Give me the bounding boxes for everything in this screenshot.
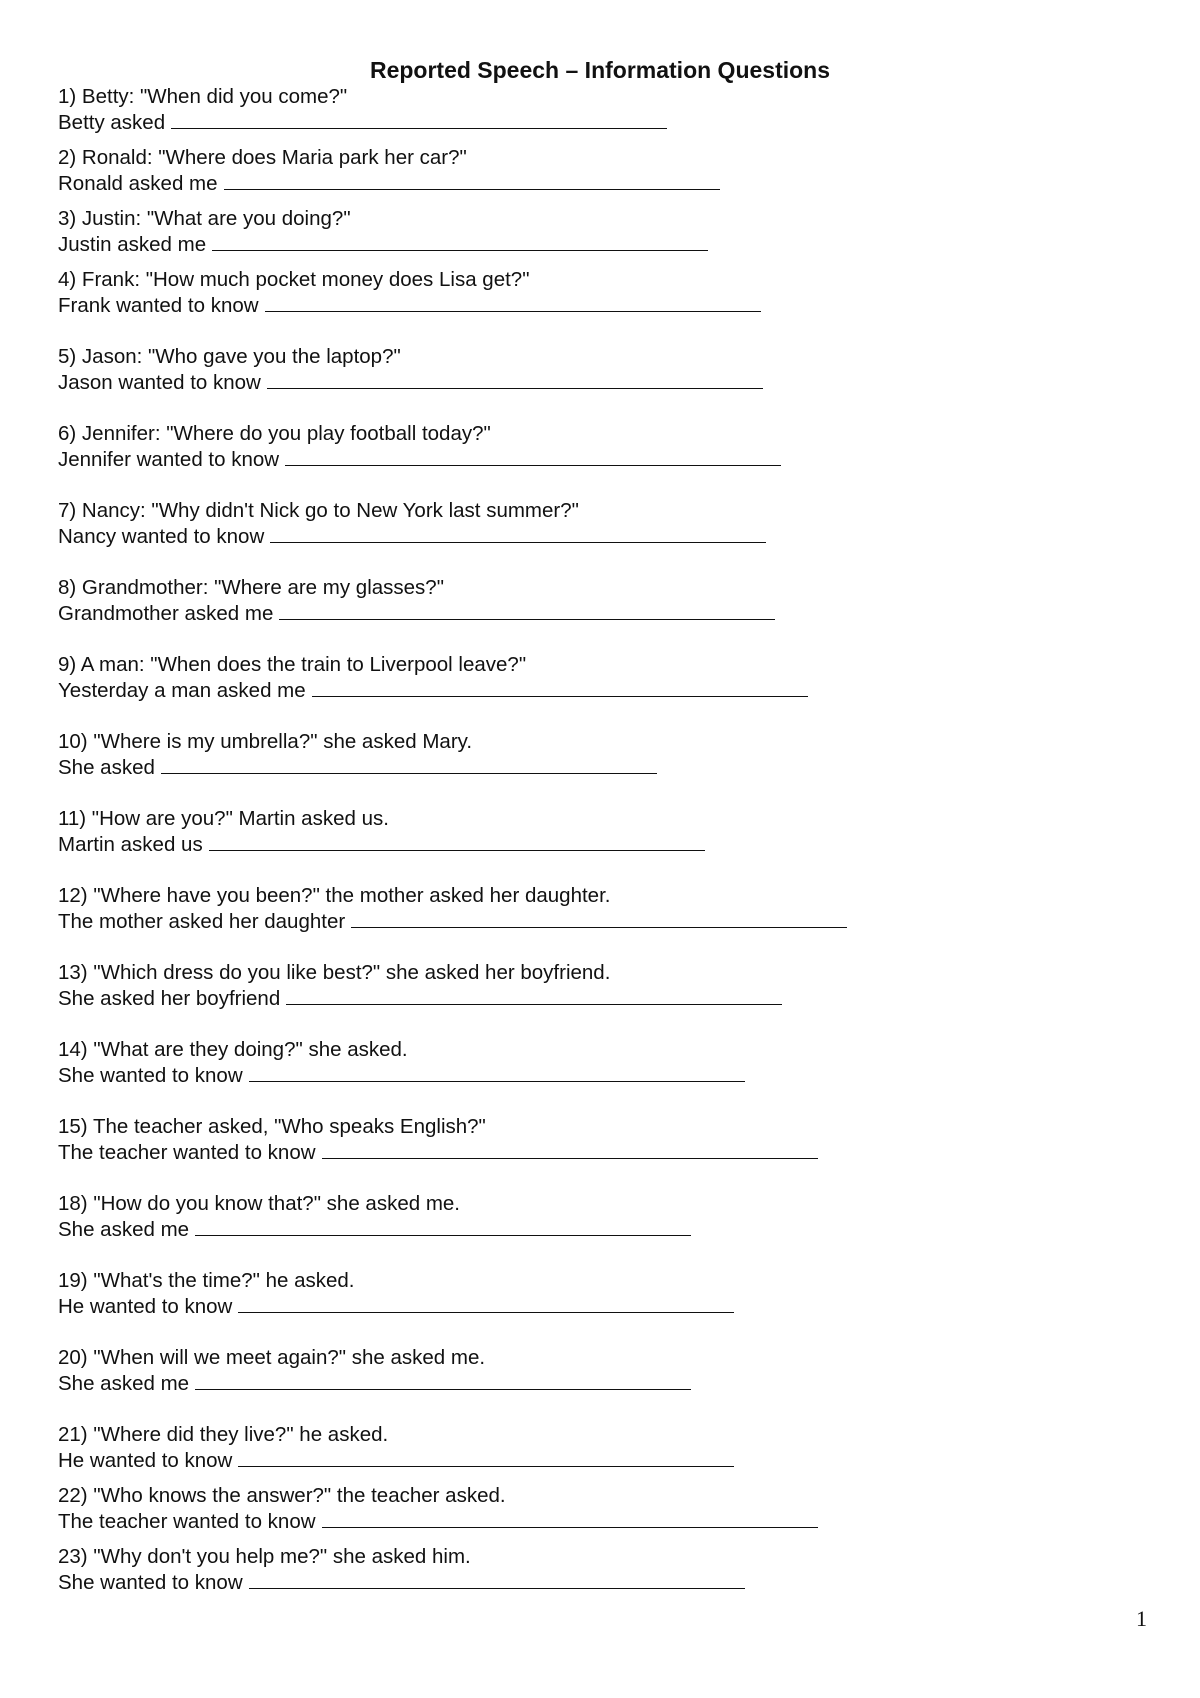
answer-line: [58, 1570, 745, 1596]
answer-prompt: She asked: [58, 756, 155, 779]
exercise-item: [58, 421, 781, 473]
answer-line: [58, 1217, 691, 1243]
answer-blank[interactable]: [195, 1371, 691, 1390]
answer-prompt: The mother asked her daughter: [58, 910, 346, 933]
answer-blank[interactable]: [322, 1140, 818, 1159]
answer-prompt: Justin asked me: [58, 233, 207, 256]
answer-prompt: She asked me: [58, 1372, 190, 1395]
exercise-item: [58, 652, 808, 704]
answer-line: [58, 1371, 691, 1397]
question-text: 1) Betty: "When did you come?": [58, 85, 348, 108]
answer-prompt: Betty asked: [58, 111, 166, 134]
question-text: 13) "Which dress do you like best?" she asked her boyfriend.: [58, 961, 611, 984]
answer-prompt: Jason wanted to know: [58, 371, 261, 394]
exercise-item: [58, 1037, 745, 1089]
answer-prompt: She asked me: [58, 1218, 190, 1241]
answer-line: [58, 755, 657, 781]
page-number: 1: [1136, 1606, 1147, 1631]
answer-prompt: Jennifer wanted to know: [58, 448, 280, 471]
exercise-item: [58, 883, 847, 935]
question-text: 7) Nancy: "Why didn't Nick go to New York last summer?": [58, 499, 579, 522]
exercise-item: [58, 344, 763, 396]
answer-prompt: Martin asked us: [58, 833, 203, 856]
answer-line: [58, 171, 720, 197]
answer-blank[interactable]: [238, 1294, 734, 1313]
exercise-item: [58, 1544, 745, 1596]
answer-line: [58, 601, 775, 627]
answer-line: [58, 232, 708, 258]
answer-line: [58, 370, 763, 396]
answer-blank[interactable]: [279, 601, 775, 620]
answer-blank[interactable]: [161, 755, 657, 774]
answer-blank[interactable]: [267, 370, 763, 389]
answer-line: [58, 1063, 745, 1089]
question-text: 14) "What are they doing?" she asked.: [58, 1038, 408, 1061]
answer-prompt: Ronald asked me: [58, 172, 218, 195]
exercise-item: [58, 1114, 818, 1166]
question-text: 12) "Where have you been?" the mother asked her daughter.: [58, 884, 611, 907]
question-text: 4) Frank: "How much pocket money does Lisa get?": [58, 268, 530, 291]
answer-prompt: She wanted to know: [58, 1571, 243, 1594]
exercise-item: [58, 206, 708, 258]
question-text: 2) Ronald: "Where does Maria park her car?": [58, 146, 467, 169]
answer-blank[interactable]: [238, 1448, 734, 1467]
question-text: 22) "Who knows the answer?" the teacher asked.: [58, 1484, 506, 1507]
answer-blank[interactable]: [212, 232, 708, 251]
answer-prompt: Nancy wanted to know: [58, 525, 265, 548]
answer-line: [58, 110, 667, 136]
answer-blank[interactable]: [224, 171, 720, 190]
exercise-item: [58, 1422, 734, 1474]
exercise-item: [58, 145, 720, 197]
exercise-item: [58, 267, 761, 319]
answer-line: [58, 293, 761, 319]
exercise-item: [58, 84, 667, 136]
exercise-item: [58, 729, 657, 781]
exercise-item: [58, 498, 766, 550]
question-text: 8) Grandmother: "Where are my glasses?": [58, 576, 444, 599]
question-text: 23) "Why don't you help me?" she asked him.: [58, 1545, 471, 1568]
page-title: Reported Speech – Information Questions: [369, 57, 831, 83]
answer-prompt: He wanted to know: [58, 1295, 233, 1318]
exercise-item: [58, 1483, 818, 1535]
exercise-item: [58, 1345, 691, 1397]
question-text: 21) "Where did they live?" he asked.: [58, 1423, 389, 1446]
answer-line: [58, 447, 781, 473]
question-text: 6) Jennifer: "Where do you play football today?": [58, 422, 491, 445]
answer-prompt: Grandmother asked me: [58, 602, 274, 625]
answer-line: [58, 524, 766, 550]
answer-line: [58, 1140, 818, 1166]
answer-blank[interactable]: [312, 678, 808, 697]
question-text: 11) "How are you?" Martin asked us.: [58, 807, 389, 830]
answer-blank[interactable]: [351, 909, 847, 928]
answer-blank[interactable]: [171, 110, 667, 129]
answer-line: [58, 986, 782, 1012]
answer-blank[interactable]: [285, 447, 781, 466]
answer-line: [58, 909, 847, 935]
answer-line: [58, 1294, 734, 1320]
question-text: 15) The teacher asked, "Who speaks English?": [58, 1115, 486, 1138]
question-text: 9) A man: "When does the train to Liverpool leave?": [58, 653, 527, 676]
answer-line: [58, 1509, 818, 1535]
answer-blank[interactable]: [249, 1063, 745, 1082]
answer-prompt: The teacher wanted to know: [58, 1510, 316, 1533]
answer-prompt: He wanted to know: [58, 1449, 233, 1472]
exercise-item: [58, 960, 782, 1012]
answer-prompt: The teacher wanted to know: [58, 1141, 316, 1164]
question-text: 19) "What's the time?" he asked.: [58, 1269, 355, 1292]
answer-blank[interactable]: [209, 832, 705, 851]
answer-blank[interactable]: [249, 1570, 745, 1589]
answer-line: [58, 678, 808, 704]
exercise-item: [58, 806, 705, 858]
question-text: 20) "When will we meet again?" she asked me.: [58, 1346, 486, 1369]
answer-line: [58, 832, 705, 858]
answer-blank[interactable]: [265, 293, 761, 312]
answer-prompt: She wanted to know: [58, 1064, 243, 1087]
answer-blank[interactable]: [322, 1509, 818, 1528]
answer-prompt: Yesterday a man asked me: [58, 679, 306, 702]
question-text: 3) Justin: "What are you doing?": [58, 207, 351, 230]
exercise-item: [58, 1191, 691, 1243]
question-text: 5) Jason: "Who gave you the laptop?": [58, 345, 401, 368]
answer-prompt: Frank wanted to know: [58, 294, 259, 317]
question-text: 18) "How do you know that?" she asked me.: [58, 1192, 460, 1215]
answer-blank[interactable]: [286, 986, 782, 1005]
exercise-item: [58, 575, 775, 627]
answer-blank[interactable]: [270, 524, 766, 543]
answer-blank[interactable]: [195, 1217, 691, 1236]
question-text: 10) "Where is my umbrella?" she asked Mary.: [58, 730, 473, 753]
exercise-item: [58, 1268, 734, 1320]
answer-prompt: She asked her boyfriend: [58, 987, 281, 1010]
answer-line: [58, 1448, 734, 1474]
